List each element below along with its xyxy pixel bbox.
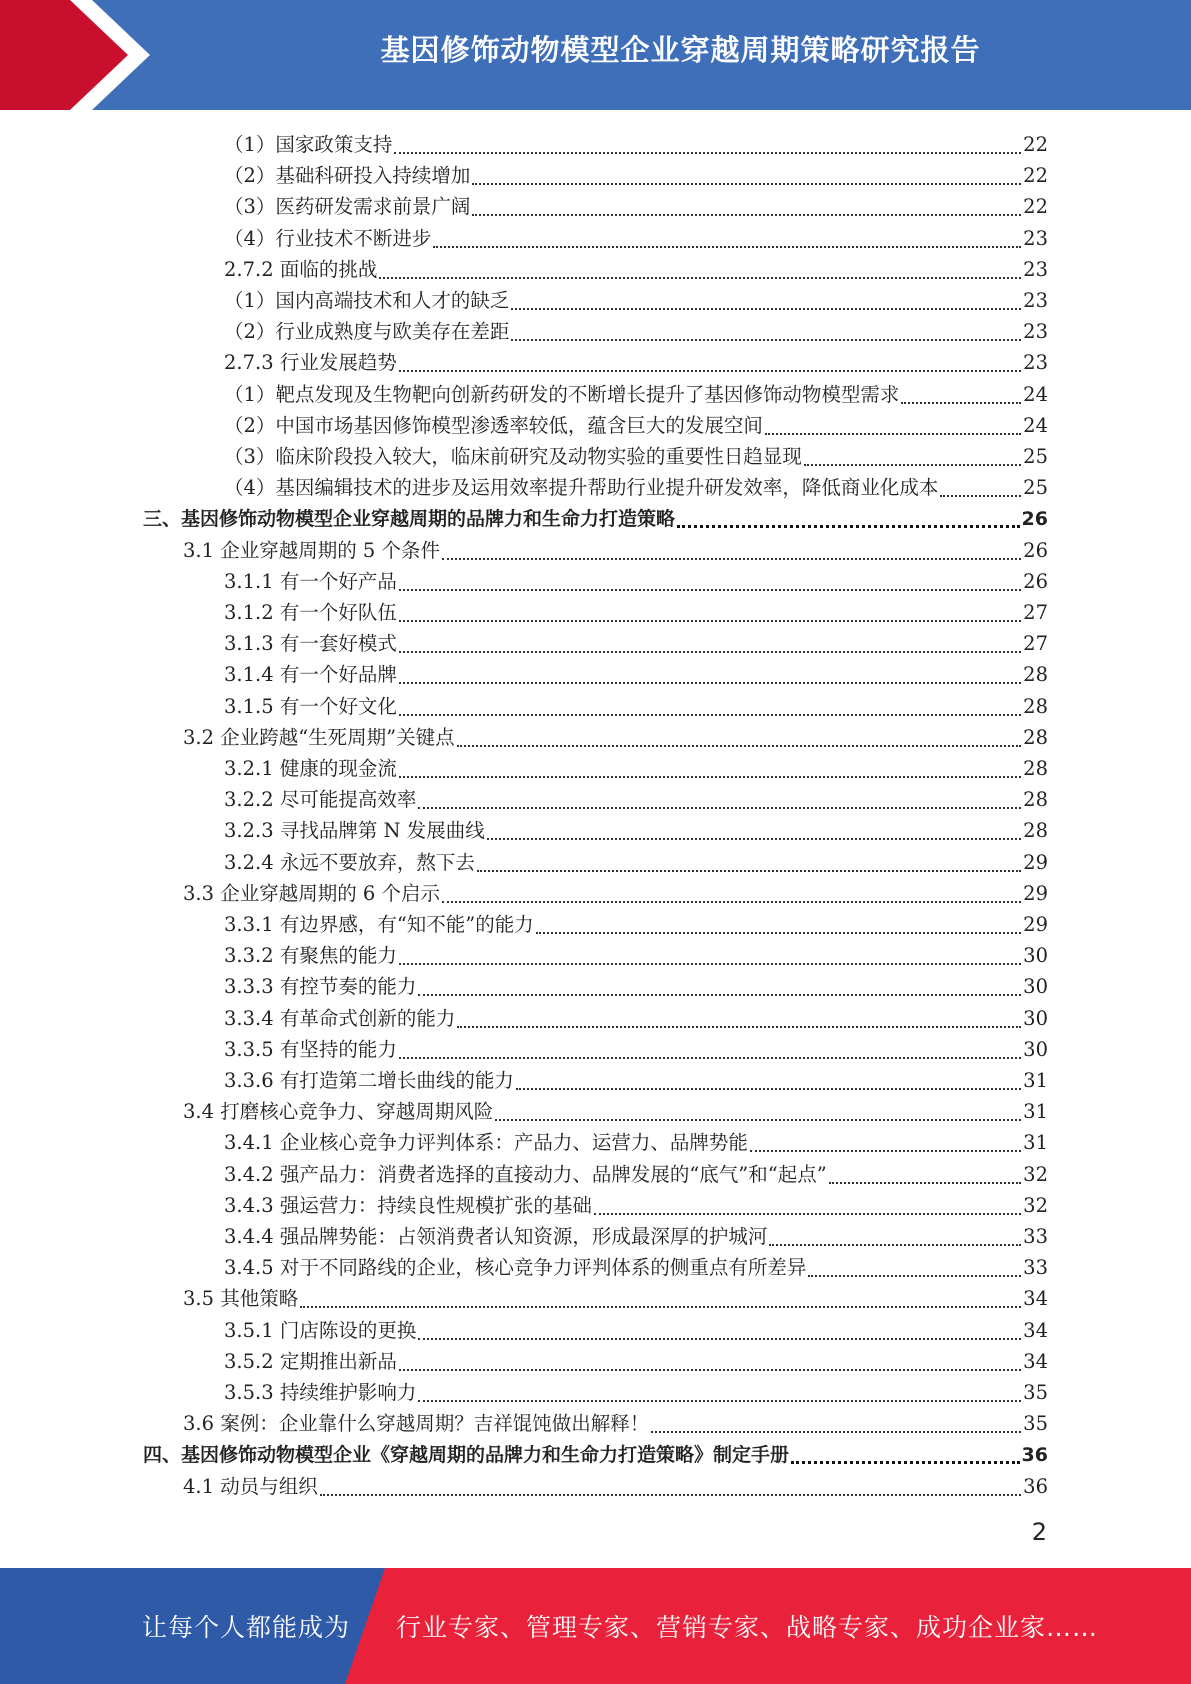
- toc-entry[interactable]: [183, 720, 1048, 751]
- toc-dot-leader: [399, 572, 1021, 591]
- toc-entry[interactable]: [224, 314, 1048, 345]
- toc-entry-label: 3.3.5 有坚持的能力: [224, 1037, 397, 1061]
- toc-entry-label: （1）靶点发现及生物靶向创新药研发的不断增长提升了基因修饰动物模型需求: [224, 382, 900, 406]
- toc-entry-label: 3.4 打磨核心竞争力、穿越周期风险: [183, 1100, 494, 1124]
- toc-entry[interactable]: [224, 1375, 1048, 1406]
- toc-entry-label: 3.6 案例：企业靠什么穿越周期？吉祥馄饨做出解释！: [183, 1412, 650, 1436]
- toc-entry[interactable]: [224, 1250, 1048, 1281]
- toc-entry-label: 3.5.1 门店陈设的更换: [224, 1318, 417, 1342]
- page-footer: [0, 1568, 1191, 1684]
- toc-entry-page: 31: [1023, 1069, 1048, 1092]
- toc-entry[interactable]: [183, 1094, 1048, 1125]
- toc-dot-leader: [487, 821, 1021, 840]
- toc-entry[interactable]: [224, 657, 1048, 688]
- toc-entry[interactable]: [224, 345, 1048, 376]
- toc-entry-label: （3）临床阶段投入较大，临床前研究及动物实验的重要性日趋显现: [224, 445, 802, 468]
- toc-entry-page: 30: [1023, 1037, 1048, 1061]
- toc-dot-leader: [418, 790, 1021, 809]
- toc-entry[interactable]: [224, 439, 1048, 470]
- toc-entry-page: 34: [1023, 1349, 1048, 1373]
- toc-dot-leader: [457, 728, 1022, 747]
- toc-dot-leader: [418, 1321, 1021, 1340]
- toc-entry-page: 29: [1023, 881, 1048, 905]
- toc-entry[interactable]: [224, 845, 1048, 876]
- toc-entry[interactable]: [224, 1032, 1048, 1063]
- toc-dot-leader: [399, 1040, 1021, 1059]
- toc-entry-label: 3.1.2 有一个好队伍: [224, 601, 397, 624]
- toc-entry-label: （2）基础科研投入持续增加: [224, 164, 471, 188]
- toc-entry[interactable]: [183, 1406, 1048, 1437]
- toc-entry-label: （3）医药研发需求前景广阔: [224, 195, 471, 219]
- toc-entry-page: 26: [1023, 569, 1048, 593]
- toc-dot-leader: [477, 853, 1021, 872]
- toc-entry[interactable]: [224, 595, 1048, 626]
- toc-entry[interactable]: [224, 470, 1048, 501]
- toc-entry-label: （4）行业技术不断进步: [224, 226, 432, 250]
- toc-entry-page: 30: [1023, 975, 1048, 999]
- toc-entry-label: 3.5.3 持续维护影响力: [224, 1381, 417, 1404]
- toc-entry-page: 22: [1023, 195, 1048, 219]
- toc-entry-page: 24: [1023, 413, 1048, 437]
- toc-dot-leader: [394, 135, 1021, 154]
- toc-entry-page: 23: [1023, 351, 1048, 375]
- toc-entry-label: 3.4.5 对于不同路线的企业，核心竞争力评判体系的侧重点有所差异: [224, 1256, 807, 1280]
- toc-entry-page: 35: [1023, 1412, 1048, 1436]
- toc-entry-page: 23: [1023, 257, 1048, 281]
- toc-entry-label: 4.1 动员与组织: [183, 1474, 318, 1498]
- toc-dot-leader: [300, 1289, 1021, 1308]
- toc-entry-page: 28: [1023, 819, 1048, 843]
- toc-dot-leader: [399, 1352, 1021, 1371]
- toc-entry-page: 23: [1023, 226, 1048, 250]
- toc-entry-page: 34: [1023, 1287, 1048, 1311]
- toc-dot-leader: [765, 416, 1021, 435]
- toc-entry-label: 3.4.1 企业核心竞争力评判体系：产品力、运营力、品牌势能: [224, 1131, 748, 1155]
- toc-entry-page: 28: [1023, 725, 1048, 749]
- toc-entry-page: 30: [1023, 944, 1048, 968]
- toc-dot-leader: [511, 322, 1021, 341]
- toc-dot-leader: [677, 509, 1020, 528]
- toc-dot-leader: [472, 166, 1021, 185]
- toc-entry-label: 3.2.1 健康的现金流: [224, 757, 397, 780]
- toc-entry-label: 3.3.6 有打造第二增长曲线的能力: [224, 1069, 514, 1092]
- toc-entry-label: 3.4.4 强品牌势能：占领消费者认知资源，形成最深厚的护城河: [224, 1225, 768, 1248]
- toc-dot-leader: [433, 229, 1021, 248]
- toc-entry[interactable]: [224, 782, 1048, 813]
- toc-entry-page: 36: [1023, 1474, 1048, 1498]
- toc-entry-page: 29: [1023, 913, 1048, 936]
- toc-entry-page: 36: [1021, 1444, 1048, 1467]
- toc-dot-leader: [472, 197, 1021, 216]
- toc-entry-page: 32: [1023, 1193, 1048, 1217]
- toc-entry-page: 28: [1023, 788, 1048, 812]
- toc-entry-page: 35: [1023, 1381, 1048, 1404]
- toc-entry[interactable]: [224, 1188, 1048, 1219]
- toc-entry[interactable]: [224, 1313, 1048, 1344]
- toc-dot-leader: [320, 1477, 1021, 1496]
- toc-entry-page: 22: [1023, 164, 1048, 188]
- toc-entry[interactable]: [224, 189, 1048, 220]
- toc-dot-leader: [399, 603, 1021, 622]
- page-header: [0, 0, 1191, 110]
- toc-entry-label: 3.3.1 有边界感，有“知不能”的能力: [224, 913, 534, 936]
- toc-entry-label: （2）行业成熟度与欧美存在差距: [224, 320, 510, 344]
- toc-dot-leader: [418, 977, 1021, 996]
- toc-entry-label: 3.1.3 有一套好模式: [224, 632, 397, 656]
- toc-dot-leader: [940, 478, 1021, 497]
- toc-entry[interactable]: [224, 1344, 1048, 1375]
- toc-entry-label: 三、基因修饰动物模型企业穿越周期的品牌力和生命力打造策略: [143, 508, 676, 531]
- toc-entry-label: 3.2 企业跨越“生死周期”关键点: [183, 725, 455, 749]
- toc-entry-page: 33: [1023, 1225, 1048, 1248]
- toc-entry[interactable]: [224, 1001, 1048, 1032]
- toc-dot-leader: [516, 1071, 1021, 1090]
- toc-entry-label: （4）基因编辑技术的进步及运用效率提升帮助行业提升研发效率，降低商业化成本: [224, 476, 939, 500]
- toc-entry[interactable]: [224, 564, 1048, 595]
- toc-entry[interactable]: [224, 127, 1048, 158]
- toc-dot-leader: [829, 1165, 1021, 1184]
- toc-entry-page: 26: [1021, 508, 1048, 531]
- toc-dot-leader: [495, 1102, 1021, 1121]
- toc-dot-leader: [442, 541, 1021, 560]
- toc-entry[interactable]: [224, 938, 1048, 969]
- toc-entry-page: 29: [1023, 850, 1048, 874]
- toc-dot-leader: [399, 759, 1021, 778]
- toc-entry-label: （2）中国市场基因修饰模型渗透率较低，蕴含巨大的发展空间: [224, 413, 763, 437]
- toc-entry[interactable]: [224, 158, 1048, 189]
- toc-entry[interactable]: [224, 626, 1048, 657]
- toc-dot-leader: [399, 946, 1021, 965]
- toc-entry[interactable]: [183, 1281, 1048, 1312]
- toc-entry-page: 24: [1023, 382, 1048, 406]
- toc-entry-label: 3.3 企业穿越周期的 6 个启示: [183, 881, 441, 905]
- toc-entry[interactable]: [224, 1157, 1048, 1188]
- toc-entry[interactable]: [224, 1063, 1048, 1094]
- toc-entry[interactable]: [183, 533, 1048, 564]
- toc-dot-leader: [804, 447, 1021, 466]
- toc-dot-leader: [750, 1133, 1021, 1152]
- toc-entry-label: 3.4.2 强产品力：消费者选择的直接动力、品牌发展的“底气”和“起点”: [224, 1162, 827, 1186]
- header-title: 基因修饰动物模型企业穿越周期策略研究报告: [380, 33, 981, 67]
- toc-dot-leader: [379, 260, 1021, 279]
- toc-entry[interactable]: [143, 501, 1048, 532]
- toc-dot-leader: [399, 353, 1021, 372]
- toc-entry-page: 28: [1023, 694, 1048, 718]
- toc-entry-label: （1）国内高端技术和人才的缺乏: [224, 289, 510, 312]
- toc-entry-page: 28: [1023, 663, 1048, 687]
- toc-entry-label: 3.2.3 寻找品牌第 N 发展曲线: [224, 819, 485, 843]
- toc-entry[interactable]: [224, 751, 1048, 782]
- toc-dot-leader: [399, 634, 1021, 653]
- toc-entry-page: 25: [1023, 445, 1048, 468]
- toc-dot-leader: [808, 1258, 1021, 1277]
- toc-entry-page: 31: [1023, 1131, 1048, 1155]
- toc-entry[interactable]: [224, 283, 1048, 314]
- toc-entry-page: 27: [1023, 632, 1048, 656]
- toc-entry[interactable]: [183, 876, 1048, 907]
- toc-dot-leader: [651, 1414, 1021, 1433]
- toc-dot-leader: [399, 665, 1021, 684]
- toc-dot-leader: [791, 1445, 1020, 1464]
- toc-entry[interactable]: [143, 1437, 1048, 1468]
- toc-entry[interactable]: [224, 377, 1048, 408]
- footer-slogan-left: 让每个人都能成为: [142, 1613, 351, 1642]
- toc-dot-leader: [399, 697, 1021, 716]
- toc-dot-leader: [769, 1227, 1021, 1246]
- toc-entry[interactable]: [224, 969, 1048, 1000]
- toc-entry-label: 3.3.3 有控节奏的能力: [224, 975, 417, 999]
- toc-entry-page: 23: [1023, 320, 1048, 344]
- toc-dot-leader: [511, 291, 1021, 310]
- toc-entry-label: 3.4.3 强运营力：持续良性规模扩张的基础: [224, 1193, 592, 1217]
- toc-entry-label: 3.1.5 有一个好文化: [224, 694, 397, 718]
- toc-entry[interactable]: [224, 221, 1048, 252]
- toc-entry-label: 3.1 企业穿越周期的 5 个条件: [183, 538, 441, 562]
- toc-dot-leader: [418, 1383, 1021, 1402]
- toc-entry[interactable]: [224, 689, 1048, 720]
- toc-entry-page: 33: [1023, 1256, 1048, 1280]
- toc-entry-label: （1）国家政策支持: [224, 133, 393, 156]
- toc-entry-label: 2.7.3 行业发展趋势: [224, 351, 397, 375]
- toc-entry-page: 34: [1023, 1318, 1048, 1342]
- toc-entry[interactable]: [224, 408, 1048, 439]
- toc-entry-page: 30: [1023, 1006, 1048, 1030]
- toc-entry-page: 22: [1023, 133, 1048, 156]
- toc-entry[interactable]: [224, 1125, 1048, 1156]
- toc-entry-label: 3.5.2 定期推出新品: [224, 1349, 397, 1373]
- toc-entry-page: 23: [1023, 289, 1048, 312]
- footer-slogan-right: 行业专家、管理专家、营销专家、战略专家、成功企业家……: [396, 1613, 1099, 1642]
- toc-entry-page: 32: [1023, 1162, 1048, 1186]
- toc-entry-page: 26: [1023, 538, 1048, 562]
- toc-entry[interactable]: [224, 907, 1048, 938]
- toc-entry[interactable]: [224, 1219, 1048, 1250]
- toc-entry-label: 2.7.2 面临的挑战: [224, 257, 378, 281]
- toc-entry[interactable]: [224, 252, 1048, 283]
- toc-entry-label: 3.5 其他策略: [183, 1287, 299, 1311]
- toc-entry-label: 3.3.4 有革命式创新的能力: [224, 1006, 456, 1030]
- toc-entry-label: 3.2.2 尽可能提高效率: [224, 788, 417, 812]
- toc-entry[interactable]: [224, 813, 1048, 844]
- toc-dot-leader: [536, 915, 1021, 934]
- toc-entry-page: 25: [1023, 476, 1048, 500]
- toc-entry-label: 3.1.4 有一个好品牌: [224, 663, 397, 687]
- toc-entry-page: 27: [1023, 601, 1048, 624]
- toc-entry-page: 28: [1023, 757, 1048, 780]
- page-number: 2: [1031, 1518, 1047, 1546]
- toc-entry-label: 四、基因修饰动物模型企业《穿越周期的品牌力和生命力打造策略》制定手册: [143, 1444, 790, 1467]
- toc-dot-leader: [442, 884, 1021, 903]
- toc-entry-label: 3.1.1 有一个好产品: [224, 569, 397, 593]
- toc-entry-page: 31: [1023, 1100, 1048, 1124]
- toc-dot-leader: [594, 1196, 1021, 1215]
- toc-dot-leader: [901, 385, 1021, 404]
- toc-entry-label: 3.3.2 有聚焦的能力: [224, 944, 397, 968]
- toc-dot-leader: [457, 1009, 1021, 1028]
- toc-entry-label: 3.2.4 永远不要放弃，熬下去: [224, 850, 475, 874]
- toc-entry[interactable]: [183, 1469, 1048, 1500]
